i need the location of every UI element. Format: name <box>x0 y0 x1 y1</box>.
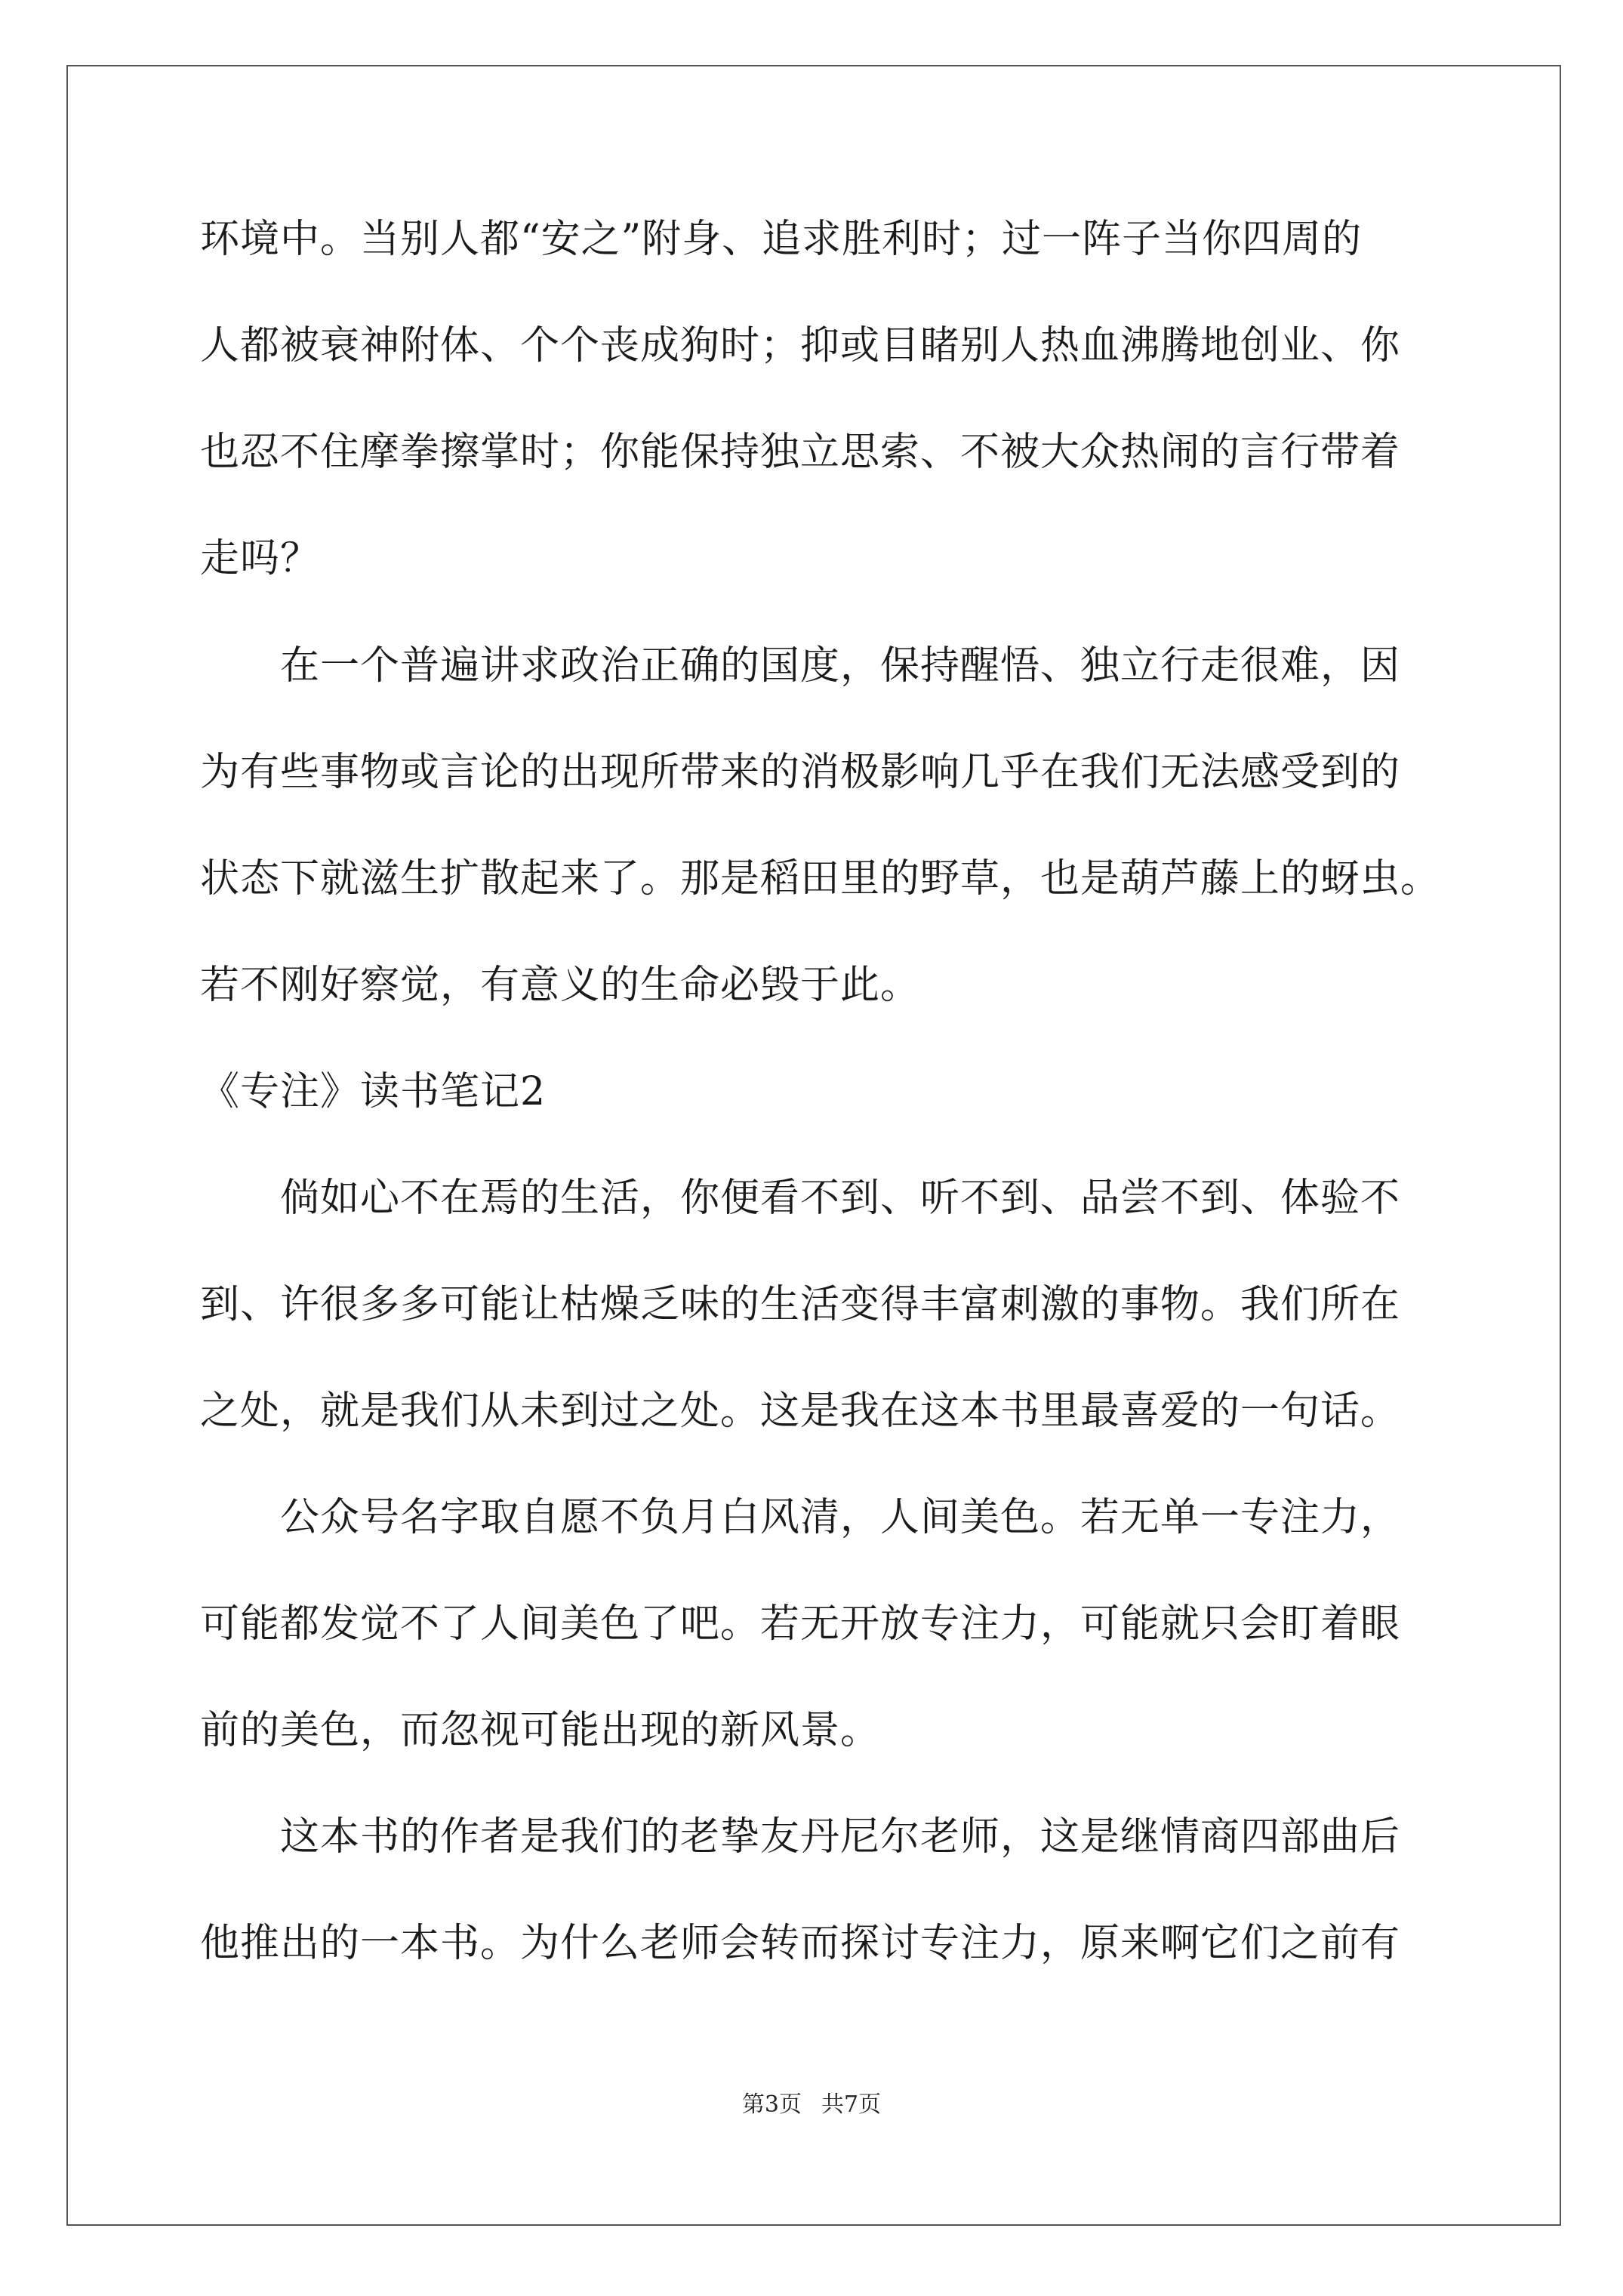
paragraph-start-line: 在一个普遍讲求政治正确的国度，保持醒悟、独立行走很难，因 <box>280 643 1401 689</box>
page-border <box>66 65 1561 2226</box>
text-line: 环境中。当别人都“安之”附身、追求胜利时；过一阵子当你四周的 <box>200 217 1363 262</box>
text-line: 前的美色，而忽视可能出现的新风景。 <box>200 1708 881 1753</box>
text-line: 可能都发觉不了人间美色了吧。若无开放专注力，可能就只会盯着眼 <box>200 1601 1401 1647</box>
text-line: 为有些事物或言论的出现所带来的消极影响几乎在我们无法感受到的 <box>200 750 1401 795</box>
text-line: 到、许很多多可能让枯燥乏味的生活变得丰富刺激的事物。我们所在 <box>200 1282 1401 1327</box>
page-total: 共7页 <box>821 2091 882 2118</box>
text-line: 也忍不住摩拳擦掌时；你能保持独立思索、不被大众热闹的言行带着 <box>200 430 1401 475</box>
text-line: 之处，就是我们从未到过之处。这是我在这本书里最喜爱的一句话。 <box>200 1388 1401 1434</box>
text-line: 人都被衰神附体、个个丧成狗时；抑或目睹别人热血沸腾地创业、你 <box>200 323 1401 368</box>
paragraph-start-line: 这本书的作者是我们的老挚友丹尼尔老师，这是继情商四部曲后 <box>280 1814 1401 1860</box>
page-footer <box>0 2090 1623 2120</box>
text-line: 他推出的一本书。为什么老师会转而探讨专注力，原来啊它们之前有 <box>200 1921 1401 1966</box>
paragraph-start-line: 倘如心不在焉的生活，你便看不到、听不到、品尝不到、体验不 <box>280 1176 1401 1221</box>
paragraph-start-line: 公众号名字取自愿不负月白风清，人间美色。若无单一专注力， <box>280 1495 1401 1540</box>
text-line: 走吗？ <box>200 536 321 581</box>
text-line: 状态下就滋生扩散起来了。那是稻田里的野草，也是葫芦藤上的蚜虫。 <box>200 856 1441 901</box>
text-line: 若不刚好察觉，有意义的生命必毁于此。 <box>200 963 921 1008</box>
page-number: 第3页 <box>741 2091 802 2118</box>
section-heading: 《专注》读书笔记2 <box>200 1069 547 1114</box>
